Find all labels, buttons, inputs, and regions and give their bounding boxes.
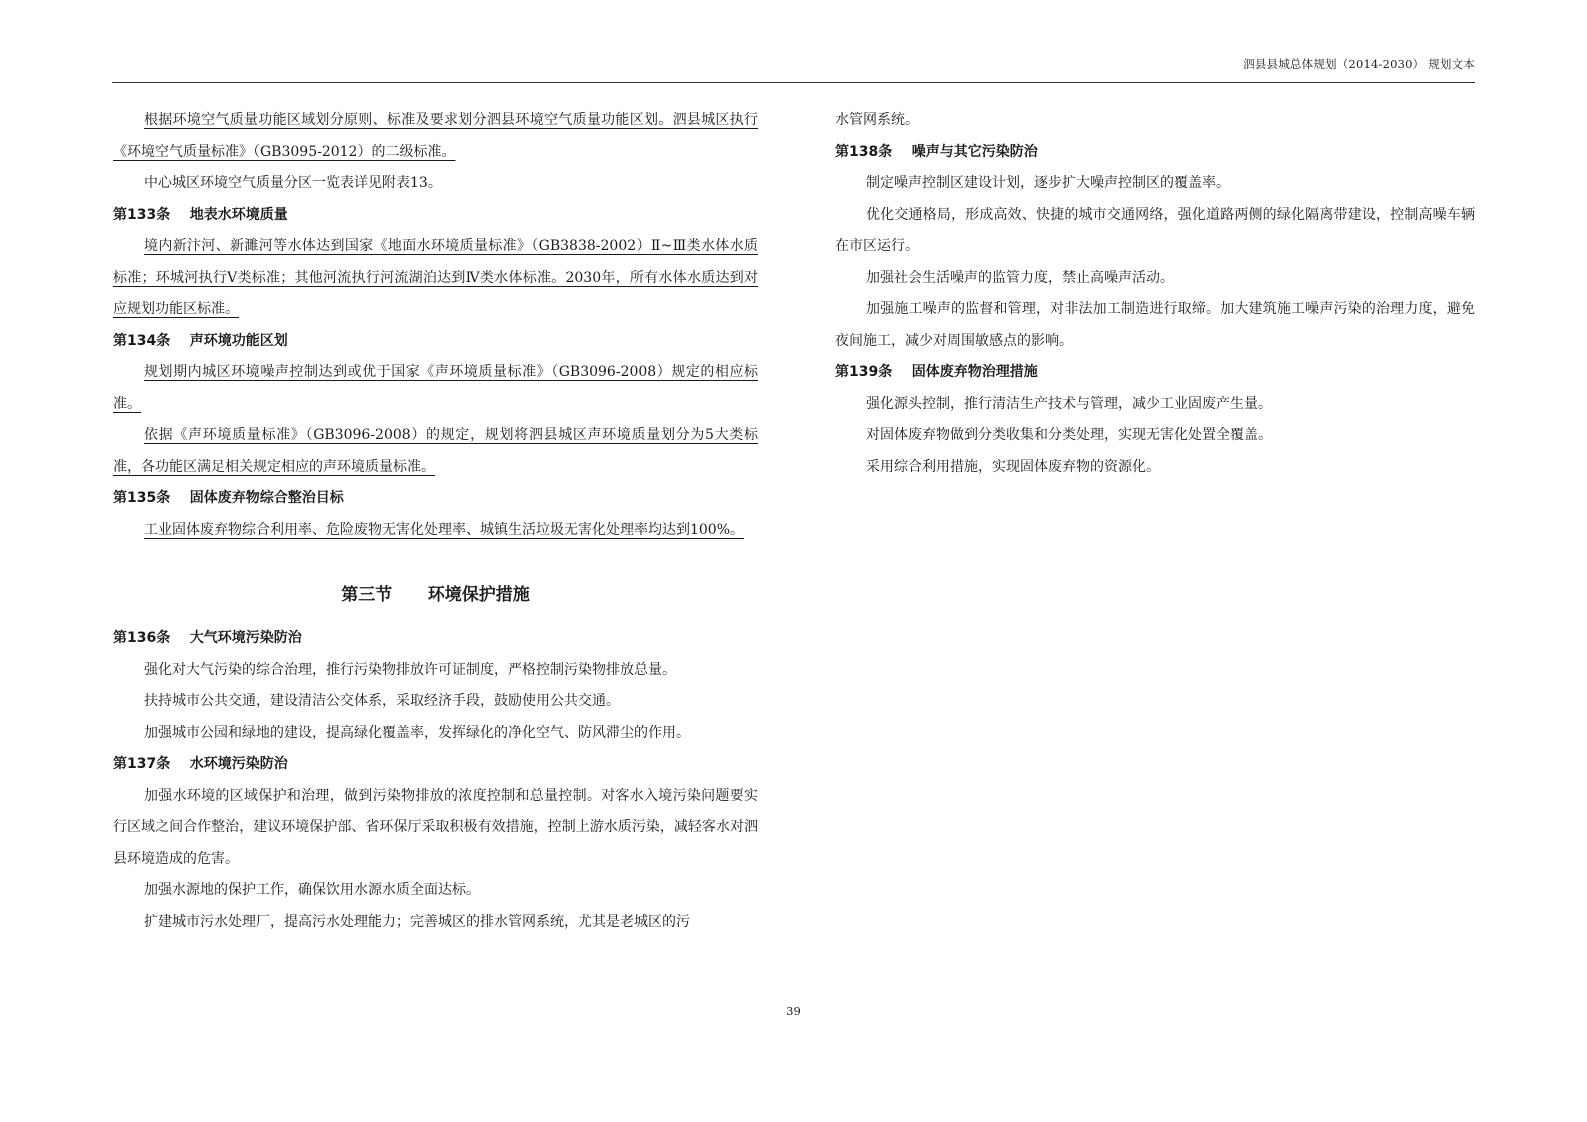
paragraph-noise-zoning: 依据《声环境质量标准》（GB3096-2008）的规定，规划将泗县城区声环境质量划分为5大类标准，各功能区满足相关规定相应的声环境质量标准。 bbox=[113, 427, 758, 475]
article-137-heading: 第137条 水环境污染防治 bbox=[113, 756, 288, 772]
paragraph-waste-recycling: 采用综合利用措施，实现固体废弃物的资源化。 bbox=[866, 458, 1160, 475]
paragraph-noise-control-plan: 制定噪声控制区建设计划，逐步扩大噪声控制区的覆盖率。 bbox=[866, 175, 1230, 191]
paragraph-noise-control-standard: 规划期内城区环境噪声控制达到或优于国家《声环境质量标准》（GB3096-2008）规定的相应标准。 bbox=[113, 364, 758, 412]
paragraph-green-space: 加强城市公园和绿地的建设，提高绿化覆盖率，发挥绿化的净化空气、防风滞尘的作用。 bbox=[144, 724, 690, 741]
paragraph-air-quality-table-ref: 中心城区环境空气质量分区一览表详见附表13。 bbox=[144, 175, 442, 191]
paragraph-water-protection: 加强水环境的区域保护和治理，做到污染物排放的浓度控制和总量控制。对客水入境污染问题要实行区域之间合作整治，建议环境保护部、省环保厅采取积极有效措施，控制上游水质污染，减轻客水对泗县环境造成的危害。 bbox=[113, 787, 758, 867]
article-136-heading: 第136条 大气环境污染防治 bbox=[113, 630, 302, 646]
paragraph-source-control: 强化源头控制，推行清洁生产技术与管理，减少工业固废产生量。 bbox=[866, 395, 1272, 412]
article-139-heading: 第139条 固体废弃物治理措施 bbox=[835, 364, 1038, 380]
right-column bbox=[835, 105, 1475, 483]
paragraph-public-transit: 扶持城市公共交通，建设清洁公交体系，采取经济手段，鼓励使用公共交通。 bbox=[144, 693, 620, 709]
document-header: 泗县县城总体规划（2014-2030） 规划文本 bbox=[1243, 57, 1475, 71]
article-135-heading: 第135条 固体废弃物综合整治目标 bbox=[113, 490, 344, 506]
left-column bbox=[113, 105, 758, 938]
paragraph-solid-waste-target: 工业固体废弃物综合利用率、危险废物无害化处理率、城镇生活垃圾无害化处理率均达到100%。 bbox=[144, 521, 745, 538]
article-133-heading: 第133条 地表水环境质量 bbox=[113, 206, 288, 223]
paragraph-surface-water-quality: 境内新汴河、新濉河等水体达到国家《地面水环境质量标准》（GB3838-2002）Ⅱ~Ⅲ类水体水质标准；环城河执行Ⅴ类标准；其他河流执行河流湖泊达到Ⅳ类水体标准。2030年，所有水体水质达到对应规划功能区标准。 bbox=[113, 238, 758, 317]
paragraph-water-source: 加强水源地的保护工作，确保饮用水源水质全面达标。 bbox=[144, 882, 480, 898]
paragraph-waste-sorting: 对固体废弃物做到分类收集和分类处理，实现无害化处置全覆盖。 bbox=[866, 427, 1272, 443]
paragraph-sewage-treatment: 扩建城市污水处理厂，提高污水处理能力；完善城区的排水管网系统，尤其是老城区的污 bbox=[144, 913, 690, 930]
paragraph-construction-noise: 加强施工噪声的监督和管理，对非法加工制造进行取缔。加大建筑施工噪声污染的治理力度，避免夜间施工，减少对周围敏感点的影响。 bbox=[835, 301, 1475, 349]
paragraph-air-quality-zoning: 根据环境空气质量功能区域划分原则、标准及要求划分泗县环境空气质量功能区划。泗县城区执行《环境空气质量标准》（GB3095-2012）的二级标准。 bbox=[113, 112, 758, 160]
article-134-heading: 第134条 声环境功能区划 bbox=[113, 332, 288, 349]
paragraph-air-pollution-control: 强化对大气污染的综合治理，推行污染物排放许可证制度，严格控制污染物排放总量。 bbox=[144, 661, 676, 678]
paragraph-social-noise: 加强社会生活噪声的监管力度，禁止高噪声活动。 bbox=[866, 269, 1174, 286]
paragraph-traffic-optimization: 优化交通格局，形成高效、快捷的城市交通网络，强化道路两侧的绿化隔离带建设，控制高噪车辆在市区运行。 bbox=[835, 206, 1475, 254]
page-number: 39 bbox=[786, 1004, 801, 1018]
header-divider bbox=[112, 82, 1475, 83]
section-heading: 第三节 环境保护措施 bbox=[341, 585, 530, 605]
paragraph-sewage-continued: 水管网系统。 bbox=[835, 112, 919, 128]
article-138-heading: 第138条 噪声与其它污染防治 bbox=[835, 143, 1038, 160]
